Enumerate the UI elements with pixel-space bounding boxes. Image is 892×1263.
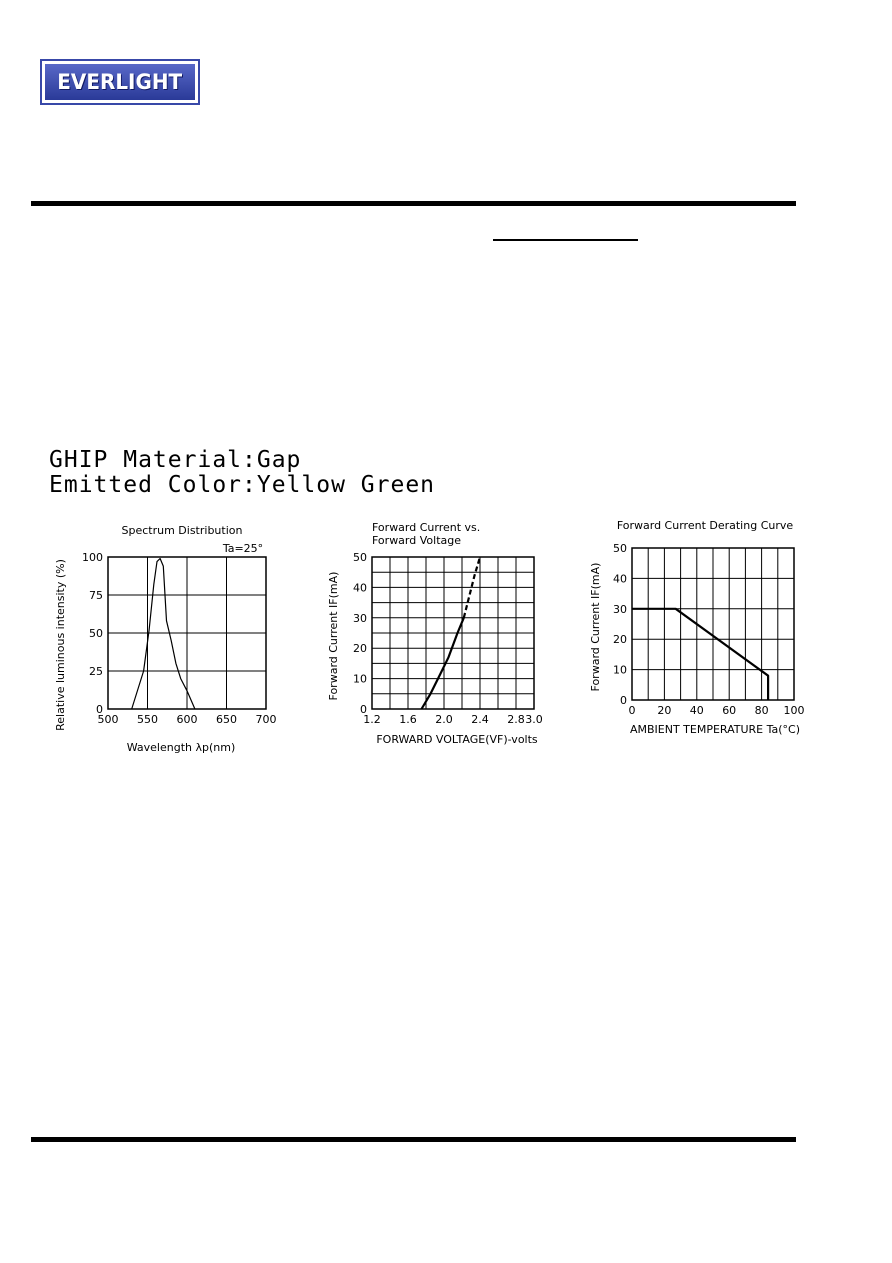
- chart-grid: [372, 557, 534, 709]
- x-tick-label: 2.4: [471, 713, 489, 726]
- y-tick-label: 50: [89, 627, 103, 640]
- x-tick-label: 600: [176, 713, 198, 726]
- chart-title: Spectrum Distribution: [121, 524, 243, 537]
- x-tick-label: 500: [97, 713, 119, 726]
- bottom-divider: [31, 1137, 796, 1142]
- y-axis-label: Forward Current IF(mA): [327, 571, 340, 701]
- y-tick-label: 50: [353, 551, 367, 564]
- y-tick-label: 10: [613, 663, 627, 677]
- y-tick-label: 50: [613, 542, 627, 555]
- y-tick-label: 30: [353, 611, 367, 625]
- y-tick-label: 25: [89, 665, 103, 678]
- y-axis-label: Forward Current IF(mA): [589, 562, 602, 692]
- y-tick-label: 75: [89, 589, 103, 602]
- x-tick-label: 1.6: [399, 713, 417, 726]
- y-tick-label: 40: [353, 581, 367, 595]
- x-axis-label: Wavelength λp(nm): [126, 741, 236, 754]
- x-axis-label: AMBIENT TEMPERATURE Ta(°C): [629, 723, 801, 736]
- chart-grid: [632, 548, 794, 700]
- x-tick-label: 60: [722, 704, 737, 717]
- chart-1: [54, 524, 277, 754]
- x-tick-label: 3.0: [525, 713, 543, 726]
- x-axis-label: FORWARD VOLTAGE(VF)-volts: [376, 733, 538, 746]
- logo-text: EVERLIGHT: [57, 70, 183, 94]
- chart-title: Forward Current vs. Forward Voltage: [372, 521, 481, 547]
- x-tick-label: 2.8: [507, 713, 525, 726]
- y-tick-label: 30: [613, 602, 627, 616]
- chart-annotation: Ta=25°: [222, 542, 264, 555]
- chip-material-heading: GHIP Material:Gap: [49, 447, 302, 473]
- x-tick-label: 700: [255, 713, 277, 726]
- x-tick-label: 550: [137, 713, 158, 726]
- y-tick-label: 10: [353, 672, 367, 686]
- y-tick-label: 100: [82, 551, 103, 564]
- series-line-1: [632, 609, 768, 700]
- y-tick-label: 20: [353, 642, 367, 656]
- x-tick-label: 80: [754, 704, 769, 717]
- chart-2: [327, 521, 543, 746]
- x-tick-label: 40: [689, 704, 704, 717]
- y-tick-label: 0: [360, 703, 367, 716]
- x-tick-label: 20: [657, 704, 672, 717]
- x-tick-label: 1.2: [363, 713, 381, 726]
- y-tick-label: 20: [613, 633, 627, 647]
- x-tick-label: 650: [216, 713, 237, 726]
- y-tick-label: 40: [613, 572, 627, 586]
- x-tick-label: 0: [628, 704, 636, 717]
- series-line-1: [132, 559, 195, 710]
- chart-3: [589, 519, 805, 736]
- emitted-color-heading: Emitted Color:Yellow Green: [49, 472, 436, 498]
- y-tick-label: 0: [96, 703, 103, 716]
- chart-title: Forward Current Derating Curve: [616, 519, 794, 532]
- y-tick-label: 0: [620, 694, 627, 707]
- y-axis-label: Relative luminous intensity (%): [54, 559, 67, 731]
- x-tick-label: 2.0: [435, 713, 453, 726]
- chart-grid: [108, 557, 266, 709]
- x-tick-label: 100: [783, 704, 805, 717]
